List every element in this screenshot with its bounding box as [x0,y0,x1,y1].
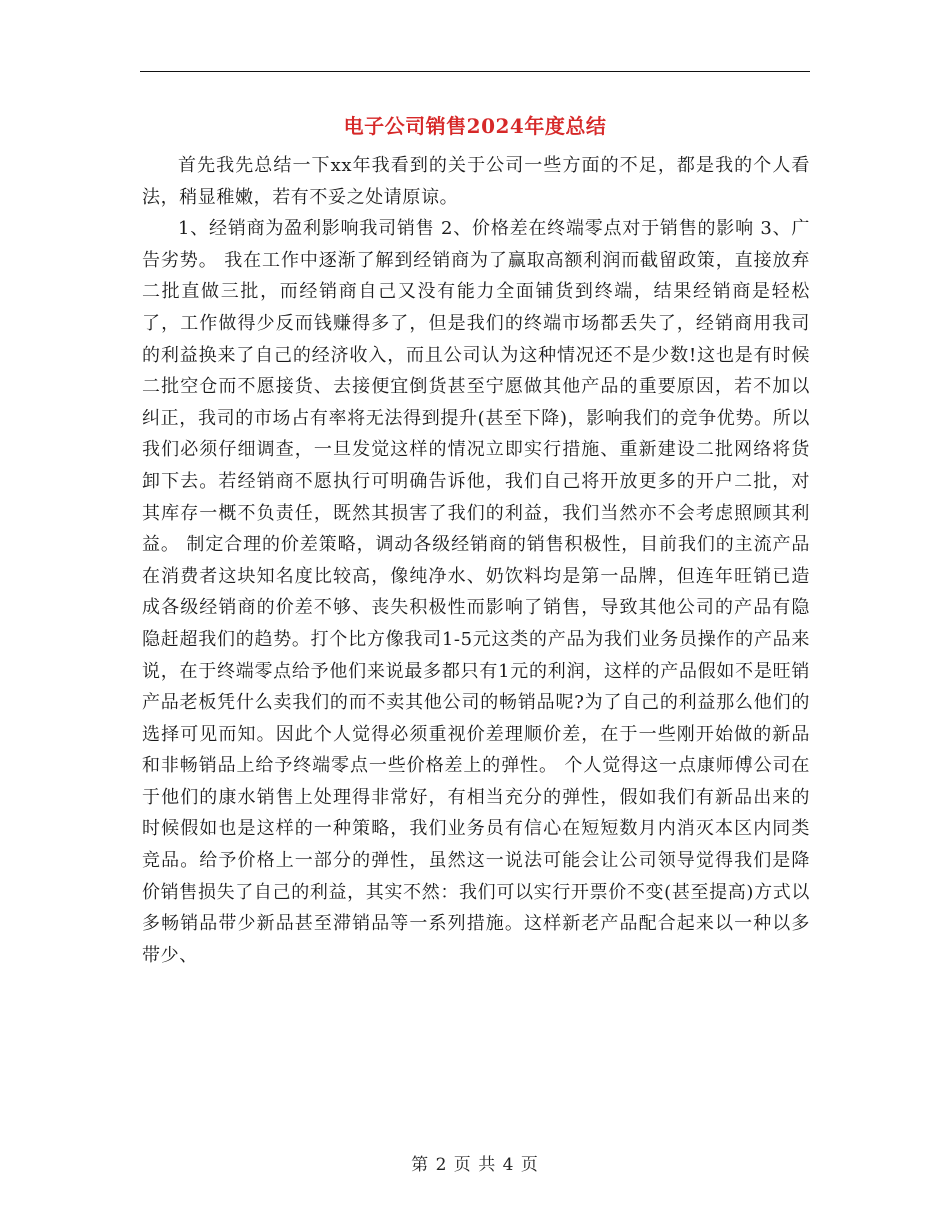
header-rule [140,71,810,72]
paragraph-intro: 首先我先总结一下xx年我看到的关于公司一些方面的不足，都是我的个人看法，稍显稚嫩，若有不妥之处请原谅。 [142,155,810,208]
document-title: 电子公司销售2024年度总结 [343,114,607,138]
page-number-footer: 第 2 页 共 4 页 [411,1155,539,1175]
paragraph-main: 1、经销商为盈利影响我司销售 2、价格差在终端零点对于销售的影响 3、广告劣势。 我在工作中逐渐了解到经销商为了赢取高额利润而截留政策，直接放弃二批直做三批，而经销商自己又没有能力全面铺货到终端，结果经销商是轻松了，工作做得少反而钱赚得多了，但是我们的终端市场都丢失了，经销商用我司的利益换来了自己的经济收入，而且公司认为这种情况还不是少数!这也是有时候二批空仓而不愿接货、去接便宜倒货甚至宁愿做其他产品的重要原因，若不加以纠正，我司的市场占有率将无法得到提升(甚至下降)，影响我们的竞争优势。所以我们必须仔细调查，一旦发觉这样的情况立即实行措施、重新建设二批网络将货卸下去。若经销商不愿执行可明确告诉他，我们自己将开放更多的开户二批，对其库存一概不负责任，既然其损害了我们的利益，我们当然亦不会考虑照顾其利益。 制定合理的价差策略，调动各级经销商的销售积极性，目前我们的主流产品在消费者这块知名度比较高，像纯净水、奶饮料均是第一品牌，但连年旺销已造成各级经销商的价差不够、丧失积极性而影响了销售，导致其他公司的产品有隐隐赶超我们的趋势。打个比方像我司1-5元这类的产品为我们业务员操作的产品来说，在于终端零点给予他们来说最多都只有1元的利润，这样的产品假如不是旺销产品老板凭什么卖我们的而不卖其他公司的畅销品呢?为了自己的利益那么他们的选择可见而知。因此个人觉得必须重视价差理顺价差，在于一些刚开始做的新品和非畅销品上给予终端零点一些价格差上的弹性。 个人觉得这一点康师傅公司在于他们的康水销售上处理得非常好，有相当充分的弹性，假如我们有新品出来的时候假如也是这样的一种策略，我们业务员有信心在短短数月内消灭本区内同类竞品。给予价格上一部分的弹性，虽然这一说法可能会让公司领导觉得我们是降价销售损失了自己的利益，其实不然：我们可以实行开票价不变(甚至提高)方式以多畅销品带少新品甚至滞销品等一系列措施。这样新老产品配合起来以一种以多带少、 [142,218,810,966]
document-body [142,150,810,971]
